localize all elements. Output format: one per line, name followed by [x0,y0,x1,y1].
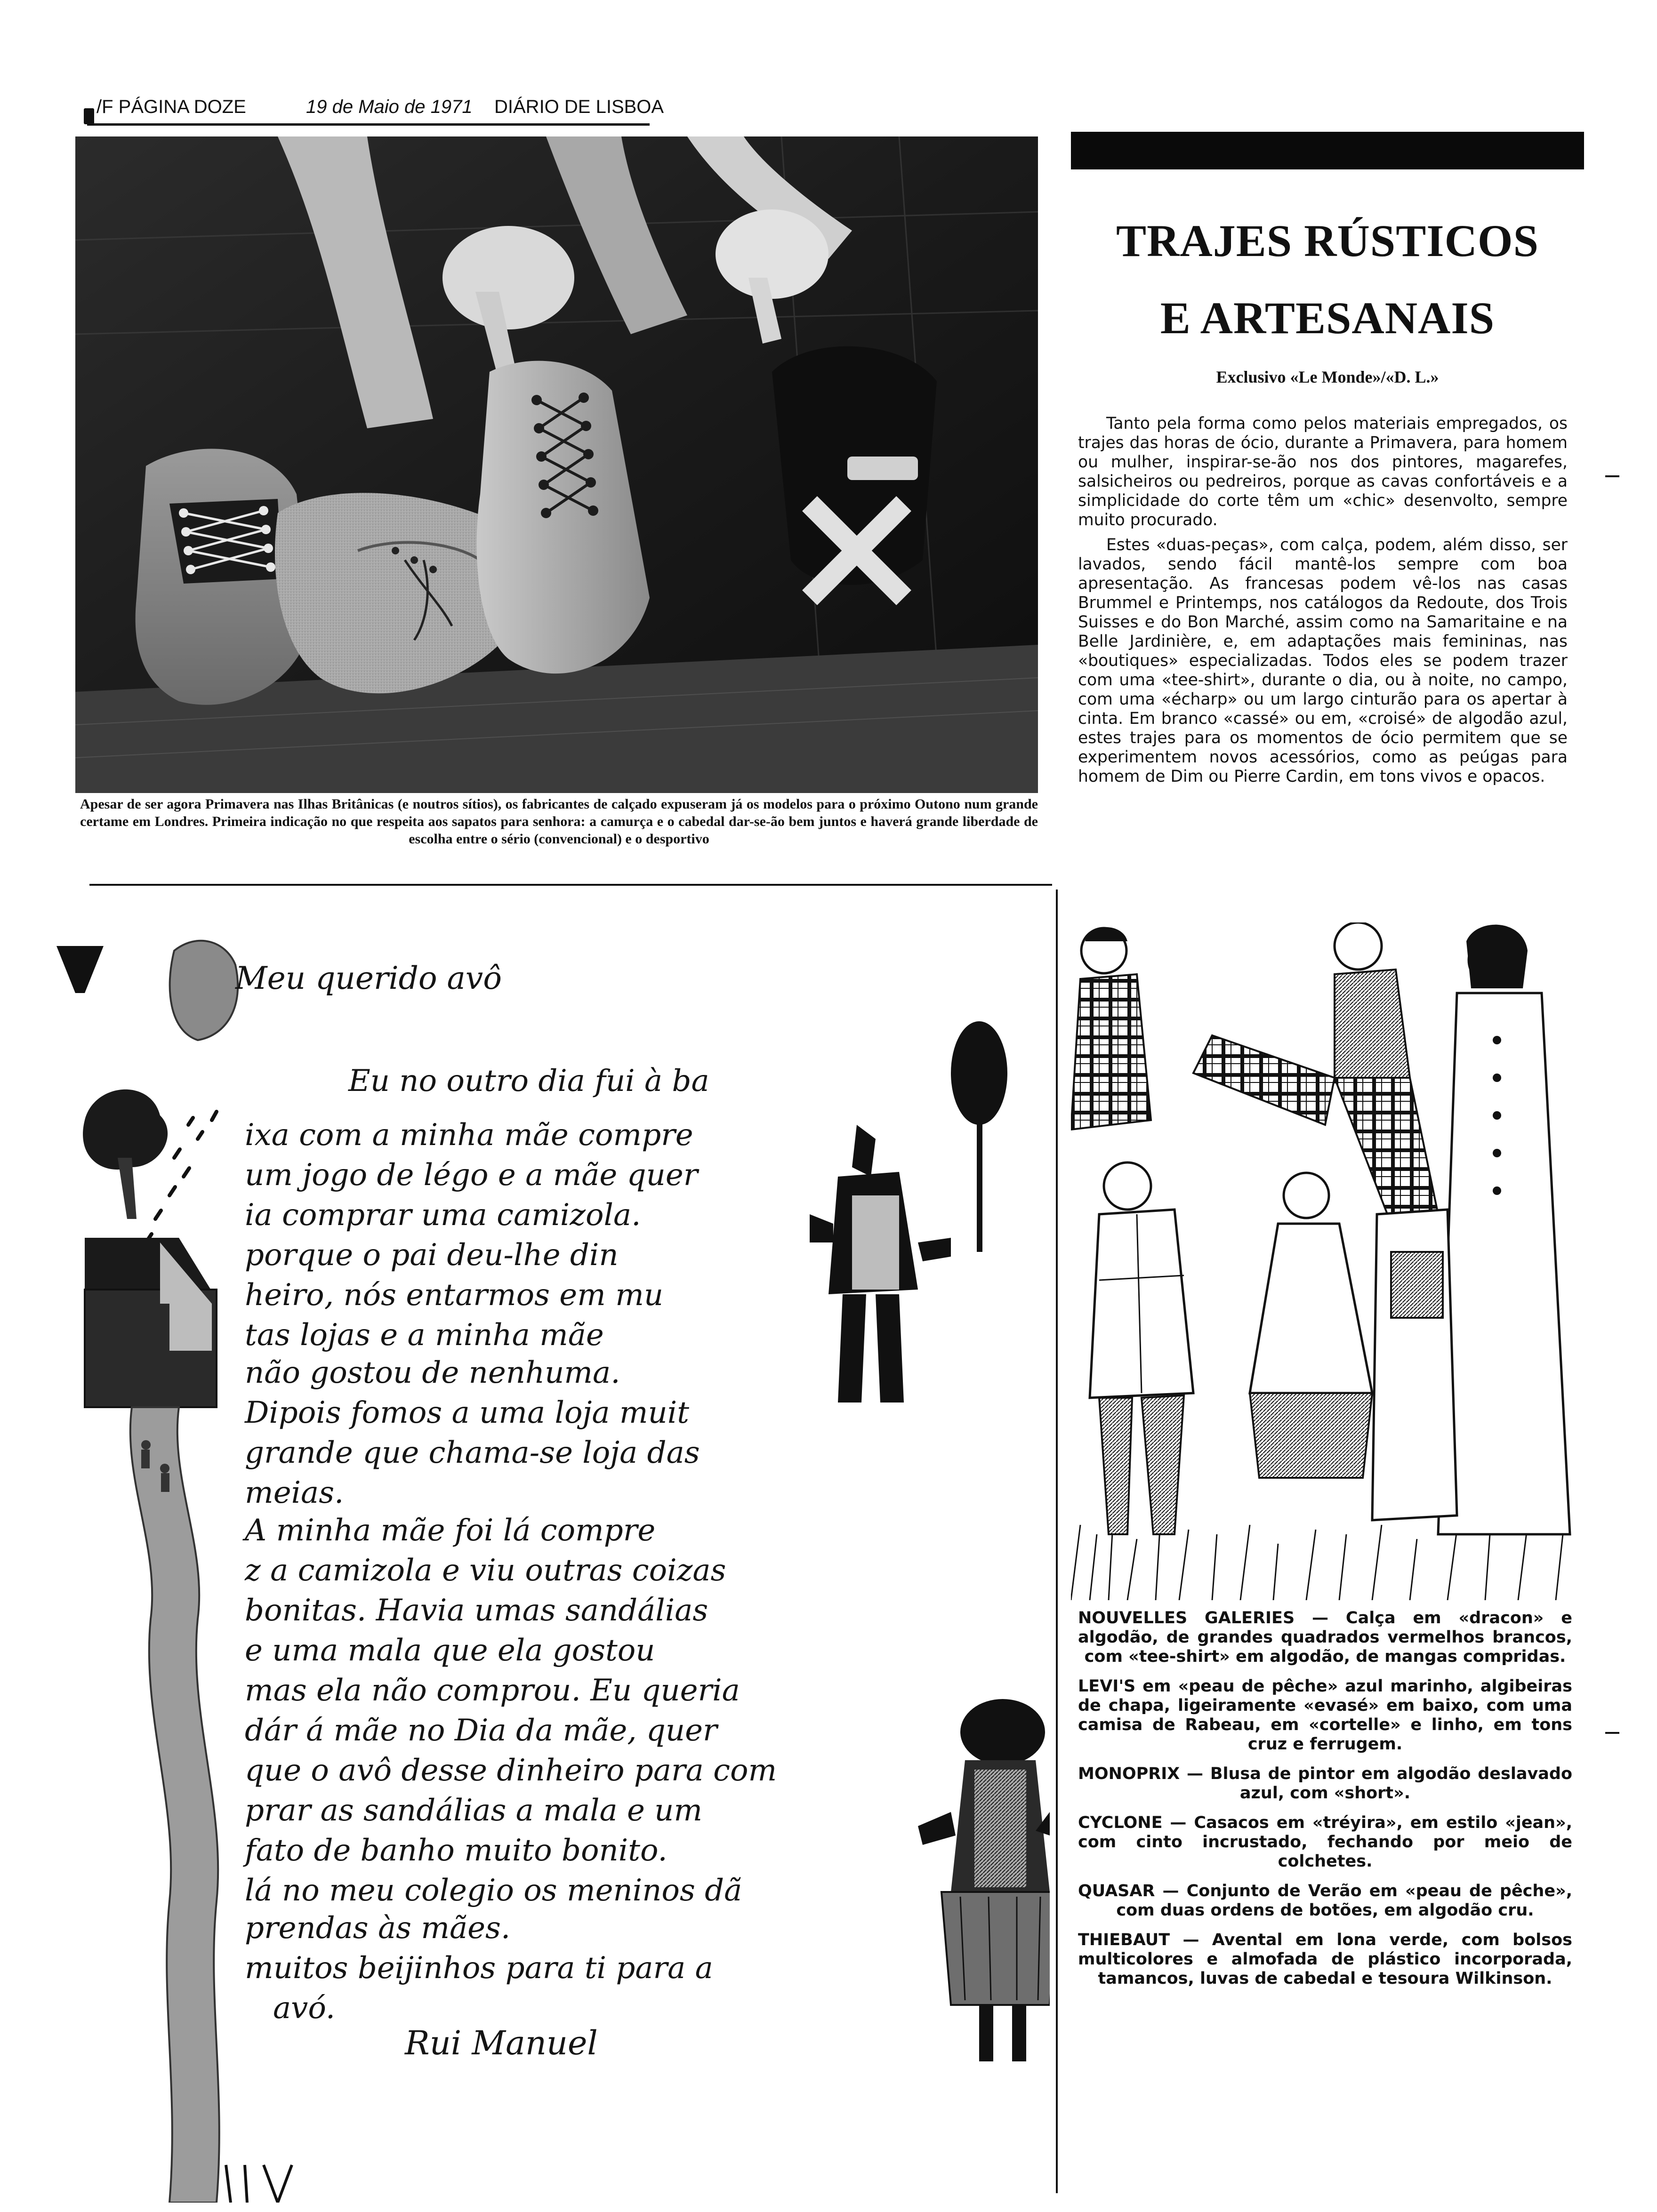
listing-text: em «peau de pêche» azul marinho, algibeiras de chapa, ligeiramente «evasé» em baixo, com uma camisa de Rabeau, em «cortelle» e linho, em tons cruz e ferrugem. [1078,1677,1572,1754]
article-byline: Exclusivo «Le Monde»/«D. L.» [1216,368,1439,386]
listing-text: — Conjunto de Verão em «peau de pêche», com duas ordens de botões, em algodão cru. [1116,1882,1572,1920]
margin-mark [1605,1732,1619,1734]
letter-line: fato de banho muito bonito. [245,1833,668,1868]
photo-caption: Apesar de ser agora Primavera nas Ilhas Britânicas (e noutros sítios), os fabricantes de calçado expuseram já os modelos para o próximo Outono num grande certame em Londres. Primeira indicação no que respeita aos sapatos para senhora: a camurça e o cabedal dar-se-ão bem juntos e haverá grande liberdade de escolha entre o sério (convencional) e o desportivo [80,796,1038,847]
listing-brand: NOUVELLES GALERIES [1078,1609,1295,1627]
listing-brand: CYCLONE [1078,1813,1163,1832]
letter-greeting: Meu querido avô [235,960,502,996]
header-rule [87,123,650,126]
article-body [1078,414,1568,792]
letter-line: que o avô desse dinheiro para com [245,1753,777,1788]
listing-item [1078,1609,1572,1667]
article-paragraph: Estes «duas-peças», com calça, podem, além disso, ser lavados, sendo fácil mantê-los sempre com boa apresentação. As francesas podem vê-los nas casas Brummel e Printemps, nos catálogos da Redoute, dos Trois Suisses e do Bon Marché, assim como na Samaritaine e na Belle Jardinière, e, em adaptações mais femininas, nas «boutiques» especializadas. Todos eles se podem trazer com uma «tee-shirt», durante o dia, ou à noite, no campo, com uma «écharp» ou um largo cinturão para os apertar à cinta. Em branco «cassé» ou em, «croisé» de algodão azul, estes trajes para os momentos de ócio permitem que se experimentem novos acessórios, como as peúgas para homem de Dim ou Pierre Cardin, em tons vivos e opacos. [1078,536,1568,786]
letter-line: grande que chama-se loja das [245,1435,700,1470]
page-header [85,96,664,125]
letter-line: prar as sandálias a mala e um [245,1793,703,1828]
listing-brand: QUASAR [1078,1882,1155,1900]
letter-line: lá no meu colegio os meninos dã [245,1873,742,1908]
article-title [1071,202,1584,357]
listing-text: — Blusa de pintor em algodão deslavado azul, com «short». [1180,1764,1572,1803]
letter-line: e uma mala que ela gostou [245,1633,655,1668]
letter-line: não gostou de nenhuma. [245,1355,620,1390]
letter-line: z a camizola e viu outras coizas [245,1553,726,1588]
letter-line: heiro, nós entarmos em mu [245,1278,664,1313]
letter-line: meias. [245,1475,344,1510]
letter-line: tas lojas e a minha mãe [245,1318,604,1353]
listing-item [1078,1677,1572,1754]
title-black-bar [1071,132,1584,169]
fashion-listings [1078,1609,1572,1999]
listing-brand: MONOPRIX [1078,1764,1180,1783]
column-rule [1056,890,1058,2193]
letter-line: dár á mãe no Dia da mãe, quer [245,1713,717,1748]
listing-item [1078,1813,1572,1871]
article-title-line2: E ARTESANAIS [1160,293,1495,343]
caption-rule [89,884,1052,886]
article-title-line1: TRAJES RÚSTICOS [1116,216,1539,266]
letter-signature: Rui Manuel [405,2024,598,2062]
article-paragraph: Tanto pela forma como pelos materiais empregados, os trajes das horas de ócio, durante a Primavera, para homem ou mulher, inspirar-se-ão nos dos pintores, magarefes, salsicheiros ou pedreiros, porque as cavas confortáveis e a simplicidade do corte têm um «chic» desenvolto, sempre muito procurado. [1078,414,1568,529]
listing-brand: LEVI'S [1078,1677,1136,1696]
letter-line: porque o pai deu-lhe din [245,1238,619,1273]
listing-text: — Casacos em «tréyira», em estilo «jean», com cinto incrustado, fechando por meio de colchetes. [1078,1813,1572,1871]
fashion-illustration [1071,922,1584,1600]
shoes-photo [75,136,1038,793]
letter-line: A minha mãe foi lá compre [245,1513,656,1548]
letter-line: ia comprar uma camizola. [245,1198,641,1233]
letter-line: Dipois fomos a uma loja muit [245,1395,689,1430]
listing-item [1078,1882,1572,1920]
header-section: /F PÁGINA DOZE [97,96,246,117]
header-paper: DIÁRIO DE LISBOA [494,96,664,117]
listing-brand: THIEBAUT [1078,1931,1170,1949]
listing-text: — Avental em lona verde, com bolsos multicolores e almofada de plástico incorporada, tamancos, luvas de cabedal e tesoura Wilkinson. [1078,1931,1572,1988]
corner-mark [56,946,104,993]
letter-line: um jogo de légo e a mãe quer [245,1158,698,1193]
letter-line: muitos beijinhos para ti para a [245,1951,713,1986]
listing-item [1078,1931,1572,1988]
letter-line: bonitas. Havia umas sandálias [245,1593,708,1628]
letter-line: avó. [273,1991,336,2026]
letter-line: ixa com a minha mãe compre [245,1118,693,1153]
listing-text: — Calça em «dracon» e algodão, de grandes quadrados vermelhos brancos, com «tee-shirt» em algodão, de mangas compridas. [1078,1609,1572,1666]
letter-line: Eu no outro dia fui à ba [348,1064,709,1098]
listing-item [1078,1764,1572,1803]
letter-line: prendas às mães. [245,1911,511,1946]
margin-mark [1605,475,1619,477]
header-date: 19 de Maio de 1971 [306,96,473,117]
letter-line: mas ela não comprou. Eu queria [245,1673,740,1708]
